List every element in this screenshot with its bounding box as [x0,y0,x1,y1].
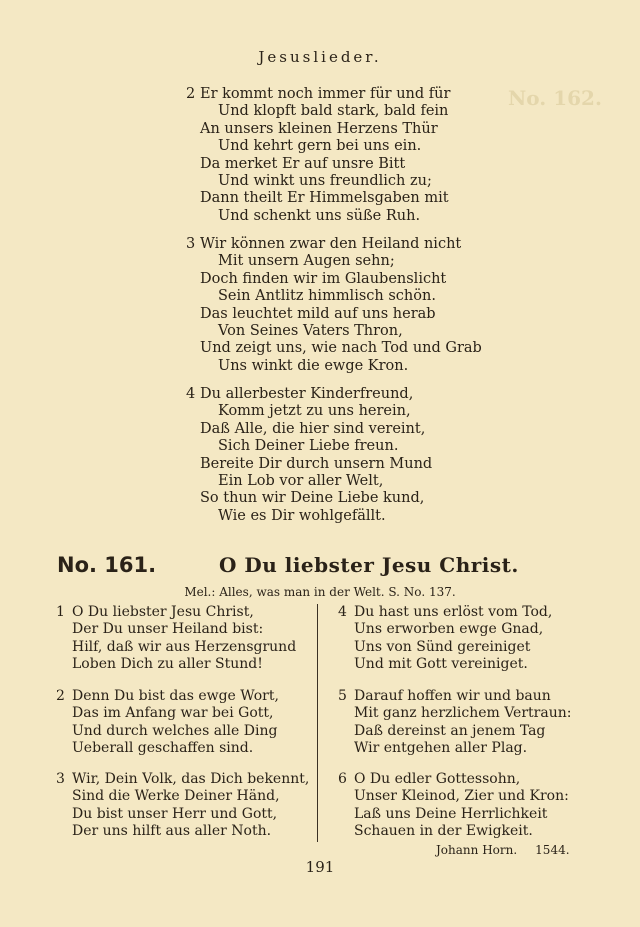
hymn-title: O Du liebster Jesu Christ. [219,553,519,577]
verse-line: Mit unsern Augen sehn; [218,253,395,270]
verse-line: Wir können zwar den Heiland nicht [200,236,462,252]
verse-line: Du allerbester Kinderfreund, [200,386,414,402]
verse-line: Der Du unser Heiland bist: [72,621,264,638]
verse-line: Das leuchtet mild auf uns herab [200,305,436,322]
verse-line: Darauf hoffen wir und baun [354,688,551,704]
verse-line: Hilf, daß wir aus Herzensgrund [72,638,297,655]
stanza-2 [186,86,450,225]
hymn-attribution [436,843,570,857]
verse-line: So thun wir Deine Liebe kund, [200,490,425,507]
verse-line: Wir entgehen aller Plag. [354,739,528,756]
verse-line: Uns von Sünd gereiniget [354,638,531,655]
hymn-stanza-1 [56,604,296,673]
verse-line: Und klopft bald stark, bald fein [218,103,449,120]
verse-line: Und zeigt uns, wie nach Tod und Grab [200,340,482,357]
verse-line: Laß uns Deine Herrlichkeit [354,805,548,822]
verse-line: Ein Lob vor aller Welt, [218,473,384,490]
year: 1544. [535,843,570,857]
verse-line: Komm jetzt zu uns herein, [218,403,411,420]
verse-line: Loben Dich zu aller Stund! [72,655,263,672]
stanza-number: 4 [338,604,347,620]
hymn-number: No. 161. [57,553,157,577]
stanza-number: 3 [56,771,65,787]
hymn-stanza-4 [338,604,552,673]
page-number: 191 [305,858,335,876]
verse-line: Uns winkt die ewge Kron. [218,357,409,374]
verse-line: Wie es Dir wohlgefällt. [218,507,386,524]
stanza-4 [186,386,432,525]
stanza-number: 1 [56,604,65,620]
verse-line: Sein Antlitz himmlisch schön. [218,288,436,305]
hymn-heading [57,553,597,583]
verse-line: Bereite Dir durch unsern Mund [200,455,433,472]
verse-line: Und mit Gott vereiniget. [354,655,528,672]
verse-line: Du bist unser Herr und Gott, [72,805,278,822]
verse-line: Ueberall geschaffen sind. [72,739,254,756]
verse-line: Und winkt uns freundlich zu; [218,173,432,190]
stanza-number: 6 [338,771,347,787]
hymn-stanza-2 [56,688,279,757]
verse-line: Denn Du bist das ewge Wort, [72,688,279,704]
bleed-through-show: No. 162. [508,86,602,110]
hymn-stanza-6 [338,771,569,840]
verse-line: Wir, Dein Volk, das Dich bekennt, [72,771,310,787]
verse-line: Und kehrt gern bei uns ein. [218,138,422,155]
stanza-number: 2 [186,86,196,102]
verse-line: Sind die Werke Deiner Händ, [72,788,280,805]
verse-line: O Du edler Gottessohn, [354,771,521,787]
melody-reference: Mel.: Alles, was man in der Welt. S. No. 137. [184,585,456,599]
verse-line: Doch finden wir im Glaubenslicht [200,270,447,287]
running-head: Jesuslieder. [258,48,382,66]
verse-line: Von Seines Vaters Thron, [218,323,403,340]
verse-line: Dann theilt Er Himmelsgaben mit [200,190,449,207]
verse-line: O Du liebster Jesu Christ, [72,604,254,620]
stanza-number: 5 [338,688,347,704]
verse-line: Daß dereinst an jenem Tag [354,722,546,739]
verse-line: Mit ganz herzlichem Vertraun: [354,705,572,722]
author-name: Johann Horn. [436,843,518,857]
verse-line: Er kommt noch immer für und für [200,86,451,102]
verse-line: Uns erworben ewge Gnad, [354,621,544,638]
verse-line: Und durch welches alle Ding [72,722,278,739]
verse-line: Schauen in der Ewigkeit. [354,822,533,839]
verse-line: Da merket Er auf unsre Bitt [200,155,406,172]
stanza-number: 4 [186,386,196,402]
verse-line: Du hast uns erlöst vom Tod, [354,604,553,620]
verse-line: Das im Anfang war bei Gott, [72,705,274,722]
column-divider [317,604,318,842]
verse-line: Unser Kleinod, Zier und Kron: [354,788,569,805]
stanza-number: 3 [186,236,196,252]
hymn-stanza-5 [338,688,571,757]
stanza-3 [186,236,482,375]
hymn-stanza-3 [56,771,309,840]
verse-line: Sich Deiner Liebe freun. [218,438,399,455]
verse-line: Der uns hilft aus aller Noth. [72,822,272,839]
verse-line: An unsers kleinen Herzens Thür [200,120,438,137]
verse-line: Daß Alle, die hier sind vereint, [200,420,426,437]
verse-line: Und schenkt uns süße Ruh. [218,207,421,224]
stanza-number: 2 [56,688,65,704]
